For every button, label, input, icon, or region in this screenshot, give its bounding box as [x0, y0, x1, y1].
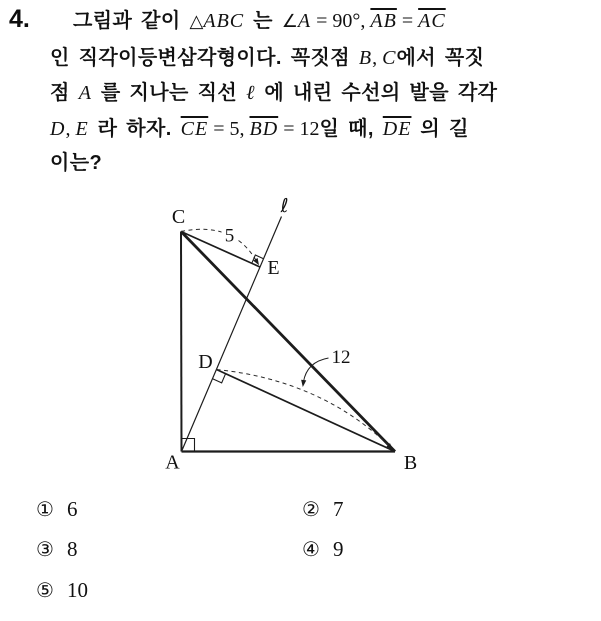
option-5	[36, 578, 88, 603]
measure-label-12: 12	[331, 347, 351, 368]
vertex-label-b: B	[403, 452, 418, 474]
arrowhead-leader	[301, 380, 306, 387]
option-2-value: 7	[332, 497, 344, 521]
right-angle-mark-a	[182, 439, 195, 452]
option-5-value: 10	[66, 578, 88, 602]
vertex-label-c: C	[171, 206, 186, 228]
segment-ce	[181, 232, 260, 268]
triangle-side-cb	[181, 232, 395, 452]
line-l	[182, 217, 282, 452]
problem-text-line: 그림과 같이 △ABC 는 ∠A = 90°, $\overline{AB} = \overline{AC}$	[73, 10, 446, 32]
option-4	[302, 537, 343, 562]
option-4-value: 9	[332, 537, 344, 561]
option-3-circle: ③	[36, 537, 54, 561]
option-1	[36, 497, 77, 522]
option-3	[36, 537, 77, 562]
vertex-label-a: A	[165, 451, 180, 474]
problem-text-line: 인 직각이등변삼각형이다. 꼭짓점 B, C에서 꼭짓	[50, 47, 485, 69]
vertex-label-e: E	[267, 257, 280, 279]
option-1-circle: ①	[36, 497, 54, 521]
option-2-circle: ②	[302, 497, 320, 521]
option-5-circle: ⑤	[36, 578, 54, 602]
option-2	[302, 497, 343, 522]
segment-bd	[217, 370, 396, 452]
line-l-label: ℓ	[280, 195, 289, 217]
problem-text-line: 이는?	[50, 152, 103, 174]
problem-text-line: 점 A 를 지나는 직선 ℓ 에 내린 수선의 발을 각각	[50, 82, 498, 104]
triangle-side-ac	[181, 232, 182, 452]
option-1-value: 6	[66, 497, 78, 521]
problem-text-line: D, E 라 하자. $\overline{CE} = 5$, $\overline{BD} = 12$일 때, $\overline{DE}$ 의 길	[50, 118, 469, 140]
measure-label-5: 5	[224, 225, 235, 247]
option-4-circle: ④	[302, 537, 320, 561]
problem-number: 4.	[9, 5, 30, 33]
vertex-label-d: D	[198, 351, 213, 373]
option-3-value: 8	[66, 537, 78, 561]
